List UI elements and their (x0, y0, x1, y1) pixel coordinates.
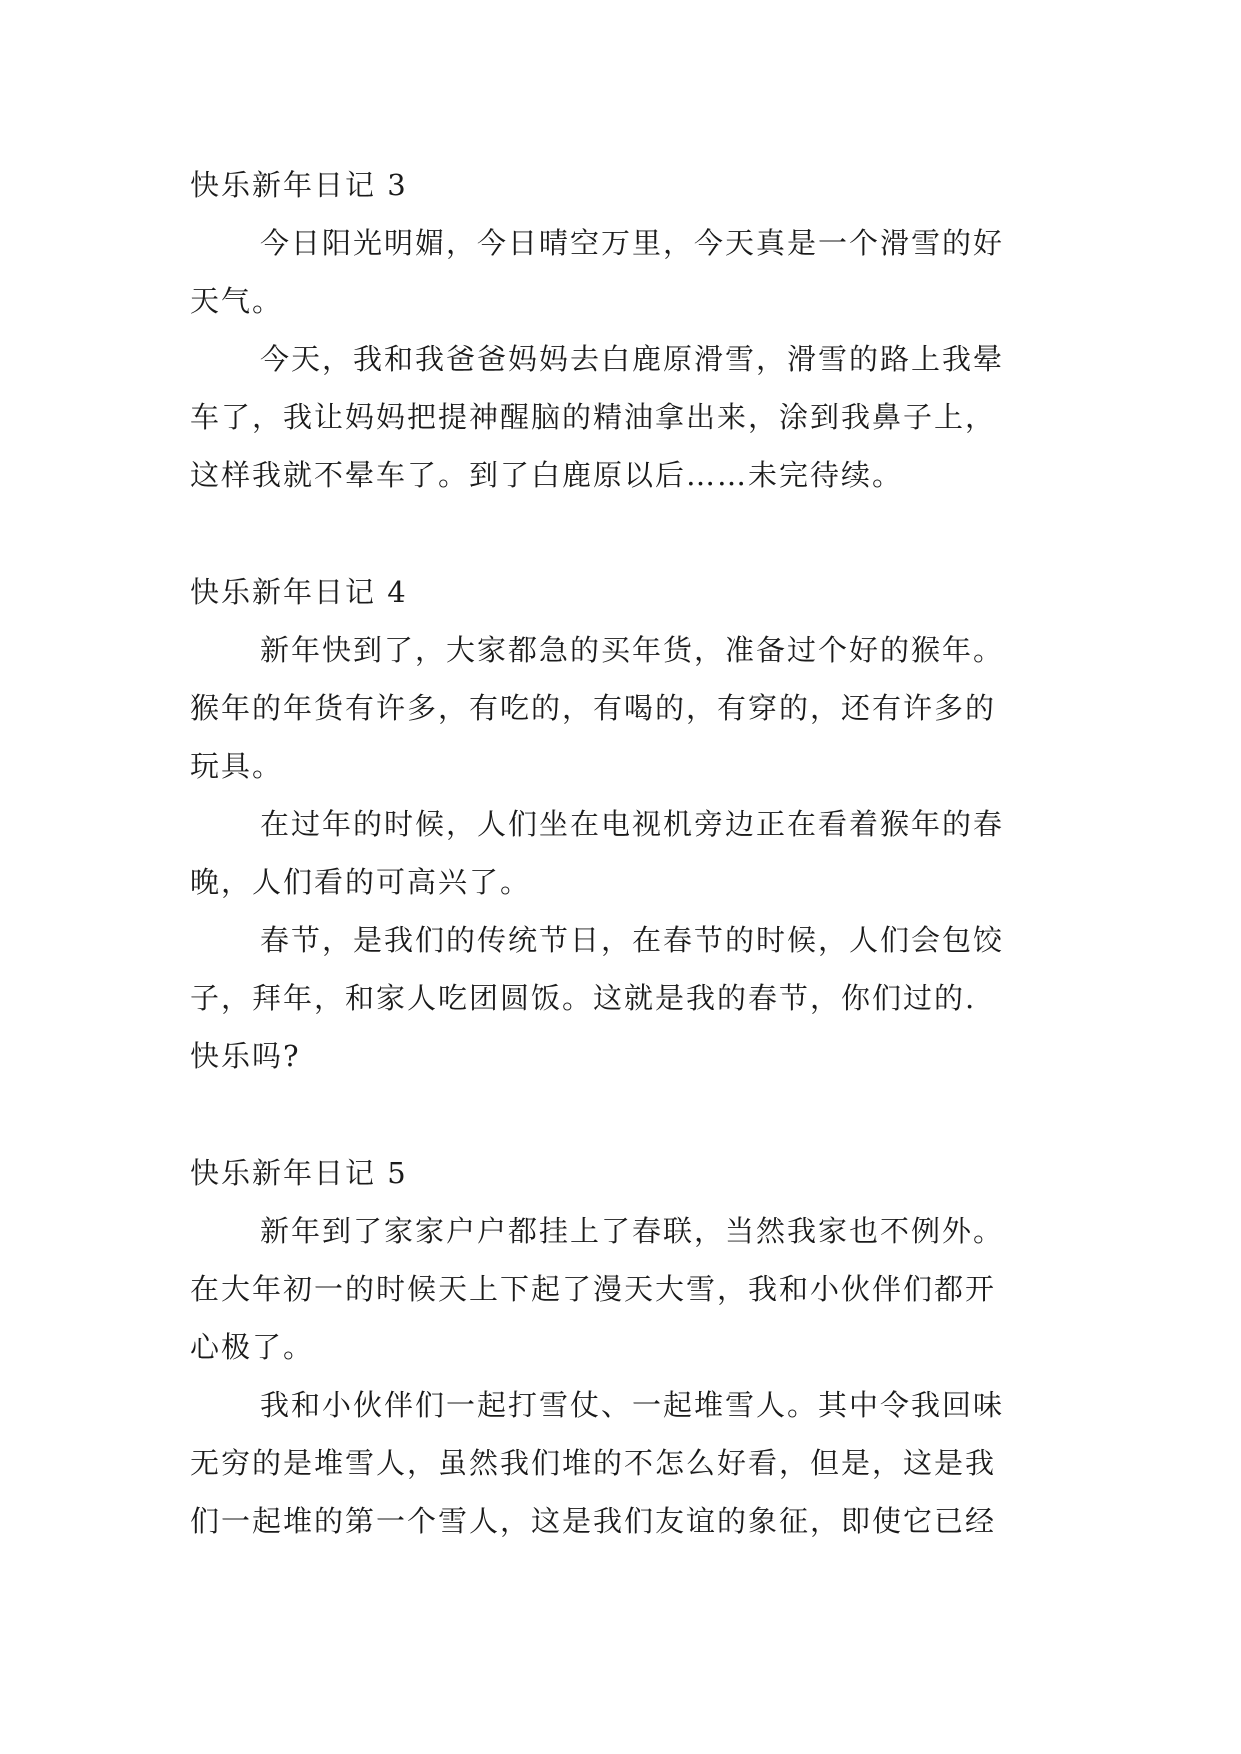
paragraph-line: 快乐吗? (190, 1039, 301, 1073)
paragraph-line: 新年到了家家户户都挂上了春联，当然我家也不例外。 (260, 1214, 1005, 1248)
paragraph-line: 春节，是我们的传统节日，在春节的时候，人们会包饺 (260, 923, 1005, 957)
paragraph-line: 猴年的年货有许多，有吃的，有喝的，有穿的，还有许多的 (190, 691, 997, 725)
entry-title: 快乐新年日记 3 (190, 168, 408, 202)
diary-entry-4 (190, 563, 1052, 1085)
paragraph-line: 今日阳光明媚，今日晴空万里，今天真是一个滑雪的好 (260, 226, 1005, 260)
diary-entry-3 (190, 156, 1052, 504)
paragraph-line: 我和小伙伴们一起打雪仗、一起堆雪人。其中令我回味 (260, 1388, 1005, 1422)
paragraph-line: 心极了。 (190, 1330, 315, 1364)
paragraph-line: 无穷的是堆雪人，虽然我们堆的不怎么好看，但是，这是我 (190, 1446, 997, 1480)
paragraph-line: 在过年的时候，人们坐在电视机旁边正在看着猴年的春 (260, 807, 1005, 841)
paragraph-line: 子，拜年，和家人吃团圆饭。这就是我的春节，你们过的. (190, 981, 977, 1015)
paragraph-line: 们一起堆的第一个雪人，这是我们友谊的象征，即使它已经 (190, 1504, 997, 1538)
paragraph-line: 玩具。 (190, 749, 284, 783)
diary-entry-5 (190, 1144, 1052, 1550)
paragraph-line: 天气。 (190, 284, 284, 318)
entry-title: 快乐新年日记 5 (190, 1156, 408, 1190)
paragraph-line: 新年快到了，大家都急的买年货，准备过个好的猴年。 (260, 633, 1005, 667)
entry-title: 快乐新年日记 4 (190, 575, 408, 609)
paragraph-line: 今天，我和我爸爸妈妈去白鹿原滑雪，滑雪的路上我晕 (260, 342, 1005, 376)
paragraph-line: 晚，人们看的可高兴了。 (190, 865, 532, 899)
paragraph-line: 这样我就不晕车了。到了白鹿原以后……未完待续。 (190, 458, 904, 492)
paragraph-line: 车了，我让妈妈把提神醒脑的精油拿出来，涂到我鼻子上， (190, 400, 997, 434)
paragraph-line: 在大年初一的时候天上下起了漫天大雪，我和小伙伴们都开 (190, 1272, 997, 1306)
